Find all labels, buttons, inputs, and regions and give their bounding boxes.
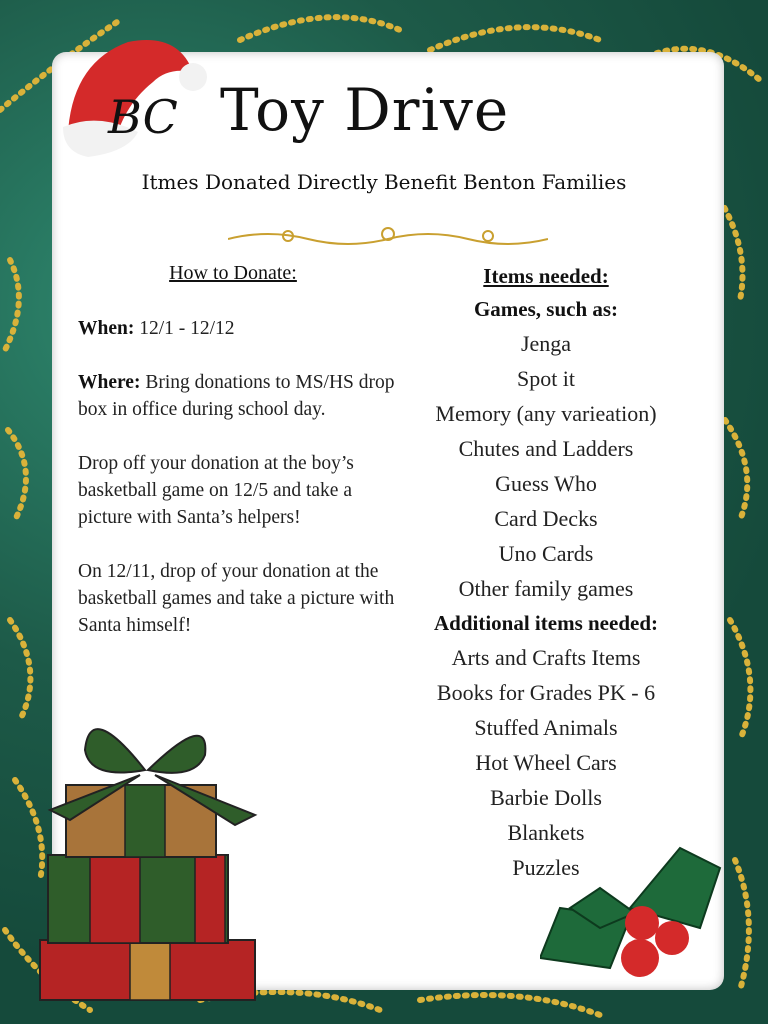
how-to-donate-heading: How to Donate: — [169, 262, 297, 284]
dropoff-paragraph-1: Drop off your donation at the boy’s basketball game on 12/5 and take a picture with Santa’s helpers! — [78, 453, 354, 528]
when-value: 12/1 - 12/12 — [139, 318, 235, 339]
list-item: Puzzles — [512, 855, 580, 880]
list-item: Chutes and Ladders — [458, 436, 634, 461]
title-main: Toy Drive — [220, 76, 510, 144]
list-item: Barbie Dolls — [490, 785, 602, 810]
list-item: Spot it — [516, 366, 576, 391]
list-item: Arts and Crafts Items — [451, 645, 641, 670]
items-needed-heading: Items needed: — [483, 264, 609, 288]
where-label: Where: — [78, 372, 141, 393]
list-item: Stuffed Animals — [474, 715, 618, 740]
subtitle: Itmes Donated Directly Benefit Benton Families — [141, 170, 627, 194]
games-heading: Games, such as: — [473, 297, 619, 321]
list-item: Hot Wheel Cars — [475, 750, 617, 775]
dropoff-paragraph-2: On 12/11, drop of your donation at the basketball games and take a picture with Santa himself! — [78, 561, 395, 636]
list-item: Uno Cards — [498, 541, 594, 566]
list-item: Books for Grades PK - 6 — [436, 680, 656, 705]
when-line — [78, 315, 398, 342]
list-item: Jenga — [520, 331, 572, 356]
list-item: Guess Who — [495, 471, 597, 496]
list-item: Blankets — [507, 820, 585, 845]
holly-icon — [540, 838, 730, 988]
items-needed-section — [398, 260, 694, 885]
where-value: Bring donations to MS/HS drop box in office during school day. — [78, 372, 395, 420]
additional-heading: Additional items needed: — [433, 611, 658, 635]
title-prefix: BC — [108, 90, 178, 144]
list-item: Card Decks — [494, 506, 598, 531]
gift-stack-icon — [30, 700, 270, 1010]
list-item: Memory (any varieation) — [435, 401, 657, 426]
flourish-divider — [228, 224, 548, 254]
how-to-donate-section — [78, 260, 398, 666]
when-label: When: — [78, 318, 135, 339]
where-line — [78, 369, 398, 423]
title — [108, 72, 578, 162]
list-item: Other family games — [458, 576, 634, 601]
